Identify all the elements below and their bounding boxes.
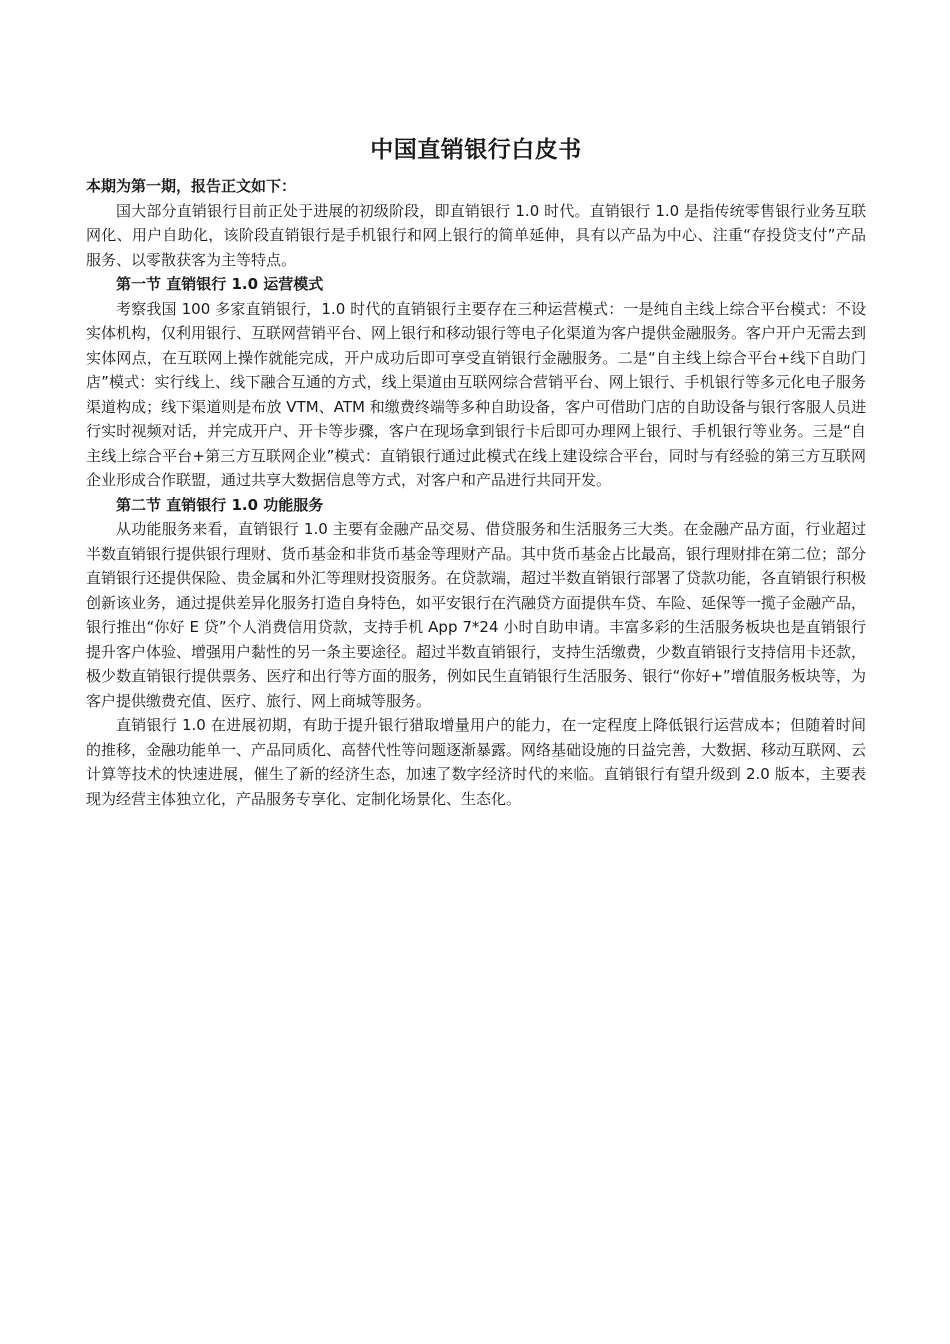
paragraph-overview: 国大部分直销银行目前正处于进展的初级阶段，即直销银行 1.0 时代。直销银行 1.0 是指传统零售银行业务互联网化、用户自助化，该阶段直销银行是手机银行和网上银行的简单延伸，具有以产品为中心、注重“存投贷支付”产品服务、以零散获客为主等特点。 (86, 201, 866, 269)
section-heading-operation-modes: 第一节 直销银行 1.0 运营模式 (116, 275, 324, 293)
document-page (86, 130, 866, 811)
paragraph-operation-modes: 考察我国 100 多家直销银行，1.0 时代的直销银行主要存在三种运营模式：一是纯自主线上综合平台模式：不设实体机构，仅利用银行、互联网营销平台、网上银行和移动银行等电子化渠道为客户提供金融服务。客户开户无需去到实体网点，在互联网上操作就能完成，开户成功后即可享受直销银行金融服务。二是“自主线上综合平台+线下自助门店”模式：实行线上、线下融合互通的方式，线上渠道由互联网综合营销平台、网上银行、手机银行等多元化电子服务渠道构成；线下渠道则是布放 VTM、ATM 和缴费终端等多种自助设备，客户可借助门店的自助设备与银行客服人员进行实时视频对话，并完成开户、开卡等步骤，客户在现场拿到银行卡后即可办理网上银行、手机银行等业务。三是“自主线上综合平台+第三方互联网企业”模式：直销银行通过此模式在线上建设综合平台，同时与有经验的第三方互联网企业形成合作联盟，通过共享大数据信息等方式，对客户和产品进行共同开发。 (86, 299, 867, 489)
intro-line: 本期为第一期，报告正文如下： (86, 177, 297, 195)
paragraph-function-services: 从功能服务来看，直销银行 1.0 主要有金融产品交易、借贷服务和生活服务三大类。在金融产品方面，行业超过半数直销银行提供银行理财、货币基金和非货币基金等理财产品。其中货币基金占比最高，银行理财排在第二位；部分直销银行还提供保险、贵金属和外汇等理财投资服务。在贷款端，超过半数直销银行部署了贷款功能，各直销银行积极创新该业务，通过提供差异化服务打造自身特色，如平安银行在汽融贷方面提供车贷、车险、延保等一揽子金融产品，银行推出“你好 E 贷”个人消费信用贷款，支持手机 App 7*24 小时自助申请。丰富多彩的生活服务板块也是直销银行提升客户体验、增强用户黏性的另一条主要途径。超过半数直销银行，支持生活缴费，少数直销银行支持信用卡还款，极少数直销银行提供票务、医疗和出行等方面的服务，例如民生直销银行生活服务、银行“你好+”增值服务板块等，为客户提供缴费充值、医疗、旅行、网上商城等服务。 (86, 520, 867, 710)
section-heading-function-services: 第二节 直销银行 1.0 功能服务 (116, 495, 324, 514)
document-title: 中国直销银行白皮书 (370, 137, 582, 163)
paragraph-outlook: 直销银行 1.0 在进展初期，有助于提升银行猎取增量用户的能力，在一定程度上降低银行运营成本；但随着时间的推移，金融功能单一、产品同质化、高替代性等问题逐渐暴露。网络基础设施的日益完善，大数据、移动互联网、云计算等技术的快速进展，催生了新的经济生态，加速了数字经济时代的来临。直销银行有望升级到 2.0 版本，主要表现为经营主体独立化，产品服务专享化、定制化场景化、生态化。 (86, 716, 867, 808)
